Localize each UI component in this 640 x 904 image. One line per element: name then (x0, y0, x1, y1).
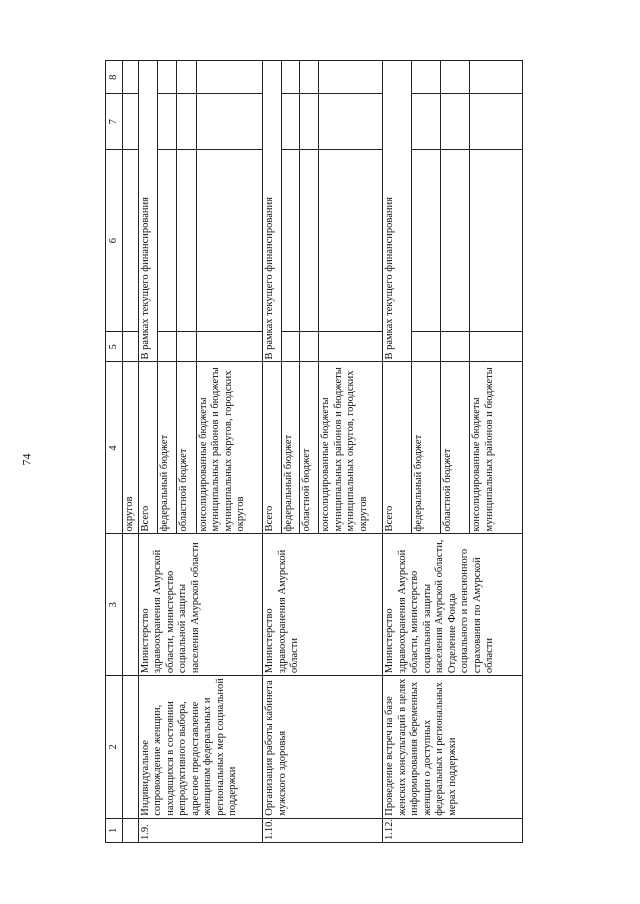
source-total: Всего (263, 362, 282, 534)
executor: Министерство здравоохранения Амурской области (263, 534, 383, 676)
cell (123, 150, 139, 332)
cell (441, 61, 470, 94)
measure-name: Организация работы кабинета мужского здоровья (263, 676, 383, 819)
header-cell: 3 (106, 534, 123, 676)
cell (157, 332, 176, 362)
header-cell: 4 (106, 362, 123, 534)
carry-over-row (123, 61, 139, 843)
source-regional: областной бюджет (441, 362, 470, 534)
cell (196, 94, 262, 150)
cell (177, 61, 196, 94)
cell (300, 150, 319, 332)
cell (300, 94, 319, 150)
source-regional: областной бюджет (300, 362, 319, 534)
cell (281, 61, 300, 94)
cell (412, 94, 441, 150)
table-row (383, 61, 412, 843)
cell (319, 150, 383, 332)
financing-note: В рамках текущего финансирования (263, 61, 282, 363)
cell (319, 332, 383, 362)
table-row (138, 61, 157, 843)
executor: Министерство здравоохранения Амурской области, министерство социальной защиты населения Амурской области, Отделение Фонда социального и пенсионного страхования по Амурской области (383, 534, 523, 676)
source-regional: областной бюджет (177, 362, 196, 534)
cell (281, 94, 300, 150)
source-municipal: консолидированные бюджеты муниципальных районов и бюджеты (470, 362, 523, 534)
cell (196, 332, 262, 362)
rotated-table-container (105, 60, 523, 843)
cell (123, 676, 139, 819)
executor: Министерство здравоохранения Амурской области, министерство социальной защиты населения Амурской области (138, 534, 263, 676)
cell (412, 150, 441, 332)
cell (470, 94, 523, 150)
measure-name: Индивидуальное сопровождение женщин, находящихся в состоянии репродуктивного выбора, адресное предоставление женщинам федеральных и региональных мер социальной поддержки (138, 676, 263, 819)
cell (177, 150, 196, 332)
carry-over-text: округов (123, 362, 139, 534)
row-number: 1.10. (263, 818, 383, 842)
cell (470, 150, 523, 332)
cell (319, 61, 383, 94)
source-federal: федеральный бюджет (412, 362, 441, 534)
cell (281, 150, 300, 332)
header-cell: 2 (106, 676, 123, 819)
cell (157, 150, 176, 332)
table-row (263, 61, 282, 843)
source-total: Всего (383, 362, 412, 534)
header-row (106, 61, 123, 843)
cell (412, 332, 441, 362)
row-number: 1.12. (383, 818, 523, 842)
cell (300, 332, 319, 362)
cell (412, 61, 441, 94)
source-federal: федеральный бюджет (281, 362, 300, 534)
cell (470, 61, 523, 94)
source-municipal: консолидированные бюджеты муниципальных районов и бюджеты муниципальных округов, городских округов (196, 362, 262, 534)
cell (123, 818, 139, 842)
cell (177, 94, 196, 150)
source-total: Всего (138, 362, 157, 534)
source-federal: федеральный бюджет (157, 362, 176, 534)
financing-note: В рамках текущего финансирования (383, 61, 412, 363)
cell (281, 332, 300, 362)
source-municipal: консолидированные бюджеты муниципальных районов и бюджеты муниципальных округов, городских округов (319, 362, 383, 534)
header-cell: 7 (106, 94, 123, 150)
cell (157, 94, 176, 150)
cell (441, 94, 470, 150)
cell (196, 150, 262, 332)
cell (177, 332, 196, 362)
cell (123, 332, 139, 362)
cell (441, 332, 470, 362)
cell (300, 61, 319, 94)
cell (157, 61, 176, 94)
header-cell: 1 (106, 818, 123, 842)
cell (123, 94, 139, 150)
page-number: 74 (19, 453, 34, 466)
cell (123, 534, 139, 676)
header-cell: 6 (106, 150, 123, 332)
row-number: 1.9. (138, 818, 263, 842)
header-cell: 5 (106, 332, 123, 362)
cell (441, 150, 470, 332)
financing-note: В рамках текущего финансирования (138, 61, 157, 363)
cell (470, 332, 523, 362)
measure-name: Проведение встреч на базе женских консультаций в целях информирования беременных женщин о доступных федеральных и региональных мерах поддержки (383, 676, 523, 819)
header-cell: 8 (106, 61, 123, 94)
cell (196, 61, 262, 94)
program-table (105, 60, 523, 843)
cell (123, 61, 139, 94)
cell (319, 94, 383, 150)
